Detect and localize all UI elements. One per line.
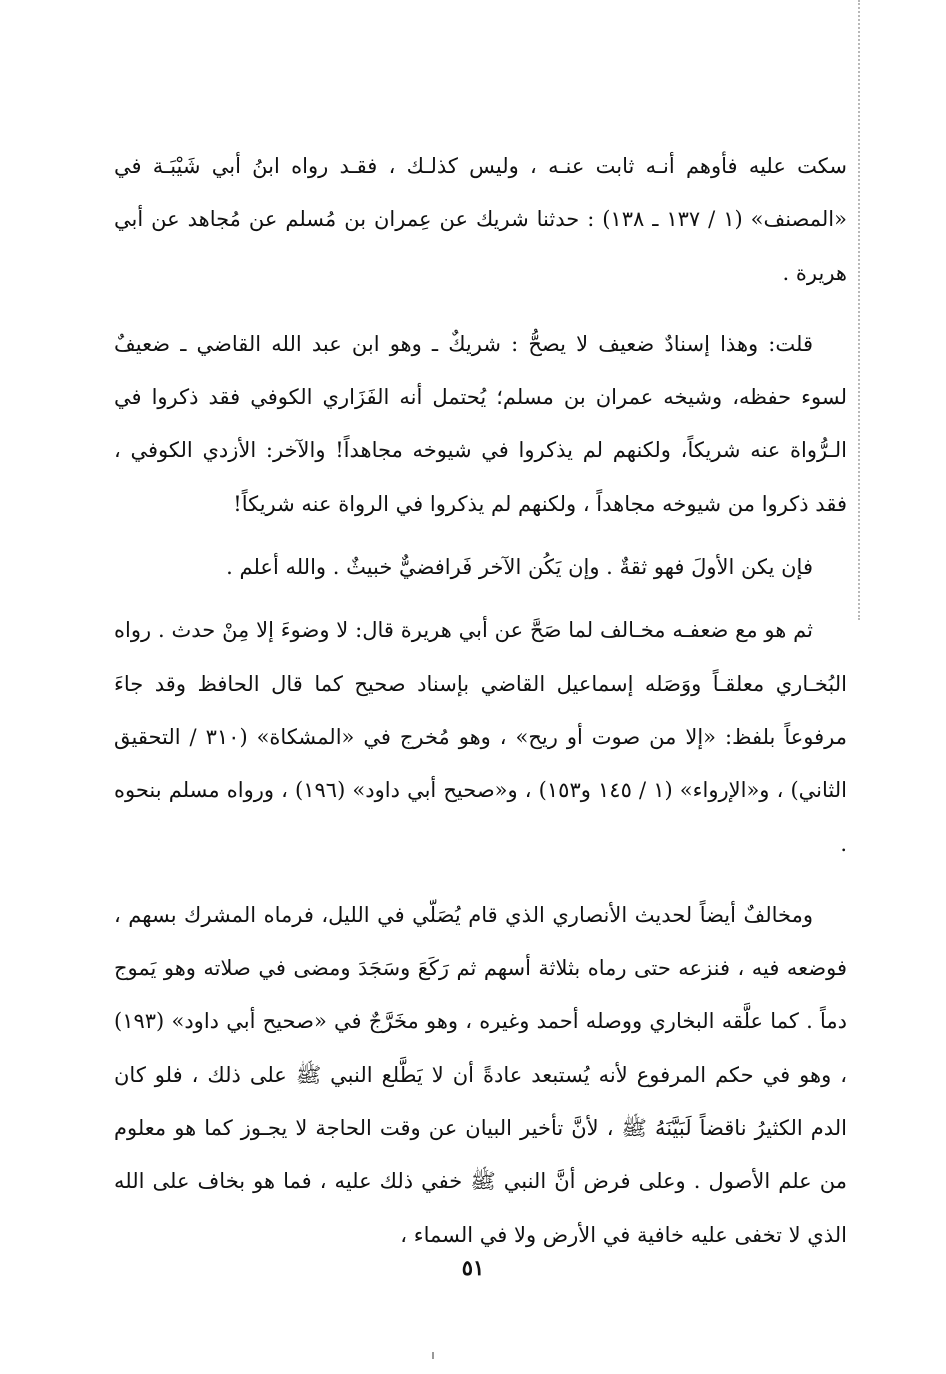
page-number: ٥١	[461, 1255, 485, 1280]
page-edge-dotted-line	[858, 0, 860, 620]
paragraph-1: سكت عليه فأوهم أنـه ثابت عنـه ، وليس كذلـك ، فقـد رواه ابنُ أبي شَيْبَـة في «المصنف» (١ / ١٣٧ ـ ١٣٨) : حدثنا شريك عن عِمران بن مُسلم عن مُجاهد عن أبي هريرة .	[114, 154, 847, 285]
scan-speck	[432, 1352, 434, 1359]
paragraph-3: فإن يكن الأولَ فهو ثقةٌ . وإن يَكُن الآخر فَرافضيٌّ خبيثٌ . والله أعلم .	[226, 555, 813, 580]
paragraph-2: قلت: وهذا إسنادٌ ضعيف لا يصحُّ : شريكٌ ـ وهو ابن عبد الله القاضي ـ ضعيفٌ لسوء حفظه، وشيخه عمران بن مسلم؛ يُحتمل أنه الفَزَاري الكوفي فقد ذكروا في الـرُّواة عنه شريكاً، ولكنهم لم يذكروا في شيوخه مجاهداً! والآخر: الأزدي الكوفي ، فقد ذكروا من شيوخه مجاهداً ، ولكنهم لم يذكروا في الرواة عنه شريكاً!	[114, 331, 847, 516]
page-body-text	[114, 140, 847, 1262]
paragraph-5: ومخالفٌ أيضاً لحديث الأنصاري الذي قام يُصَلّي في الليل، فرماه المشرك بسهم ، فوضعه فيه ، فنزعه حتى رماه بثلاثة أسهم ثم رَكَعَ وسَجَدَ ومضى في صلاته وهو يَموج دماً . كما علَّقه البخاري ووصله أحمد وغيره ، وهو مخَرَّجٌ في «صحيح أبي داود» (١٩٣) ، وهو في حكم المرفوع لأنه يُستبعد عادةً أن لا يَطَّلع النبي ﷺ على ذلك ، فلو كان الدم الكثيرُ ناقضاً لَبَيَّنَهُ ﷺ ، لأنَّ تأخير البيان عن وقت الحاجة لا يجـوز كما هو معلوم من علم الأصول . وعلى فرض أنَّ النبي ﷺ خفي ذلك عليه ، فما هو بخاف على الله الذي لا تخفى عليه خافية في الأرض ولا في السماء ،	[114, 902, 847, 1247]
paragraph-4: ثم هو مع ضعفـه مخـالف لما صَحَّ عن أبي هريرة قال: لا وضوءَ إلا مِنْ حدث . رواه البُخـاري معلقـاً ووَصَله إسماعيل القاضي بإسناد صحيح كما قال الحافظ وقد جاءَ مرفوعاً بلفظ: «إلا من صوت أو ريح» ، وهو مُخرج في «المشكاة» (٣١٠ / التحقيق الثاني) ، و«الإرواء» (١ / ١٤٥ و١٥٣) ، و«صحيح أبي داود» (١٩٦) ، ورواه مسلم بنحوه .	[114, 618, 848, 856]
